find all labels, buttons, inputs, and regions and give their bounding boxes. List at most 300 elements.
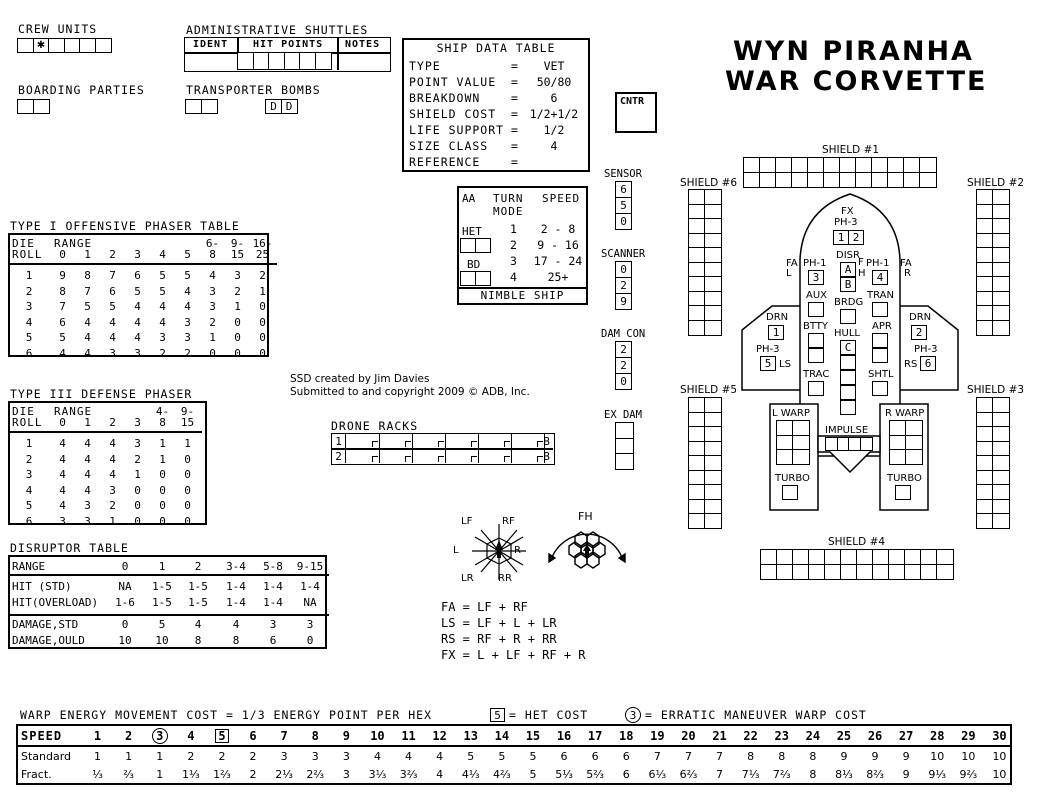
speed-value: 24 bbox=[805, 729, 821, 743]
phaser1-cell: 0 bbox=[234, 346, 241, 360]
scanner-track-box[interactable]: 2 bbox=[615, 277, 632, 294]
disruptor-damage-cell: 4 bbox=[194, 618, 202, 631]
shield-box[interactable] bbox=[759, 172, 777, 188]
shield-1-label: SHIELD #1 bbox=[822, 144, 880, 156]
disruptor-damage-cell: 5 bbox=[158, 618, 166, 631]
drone-right-box[interactable]: 2 bbox=[911, 325, 927, 340]
disruptor-damage-cell: 6 bbox=[269, 634, 277, 647]
shield-box[interactable] bbox=[976, 320, 994, 336]
arc-formula: FA = LF + RF bbox=[441, 600, 528, 614]
phaser3-cell: 6 bbox=[25, 514, 33, 528]
arc-formula: FX = L + LF + RF + R bbox=[441, 648, 586, 662]
disruptor-hit-cell: 1-4 bbox=[263, 596, 283, 609]
sensor-track-box[interactable]: 0 bbox=[615, 213, 632, 230]
boarding-parties-boxes[interactable] bbox=[17, 99, 48, 113]
ship-label-tran: TRAN bbox=[867, 290, 894, 301]
ship-data-key: LIFE SUPPORT bbox=[409, 123, 505, 137]
ship-label-rwarp: R WARP bbox=[885, 408, 925, 419]
phaser1-cell: 5 bbox=[159, 284, 166, 298]
transporter-bombs-label: TRANSPORTER BOMBS bbox=[186, 83, 321, 97]
disruptor-header-cell: 3-4 bbox=[226, 560, 246, 573]
standard-value: 1 bbox=[156, 750, 164, 763]
disruptor-damage-cell: 8 bbox=[194, 634, 202, 647]
phaser1-cell: 2 bbox=[234, 284, 241, 298]
standard-value: 6 bbox=[622, 750, 630, 763]
phaser3-table bbox=[8, 401, 207, 528]
phaser1-cell: 3 bbox=[184, 331, 191, 344]
shield-6-boxes[interactable] bbox=[688, 189, 720, 334]
phaser3-range-col: 0 bbox=[59, 416, 66, 429]
shield-box[interactable] bbox=[824, 564, 842, 580]
ship-label-trac: TRAC bbox=[803, 369, 830, 380]
right-warp-boxes[interactable] bbox=[889, 420, 921, 464]
sensor-track-box[interactable]: 5 bbox=[615, 197, 632, 214]
fract-value: 3⅓ bbox=[368, 768, 387, 781]
disruptor-hit-cell: 1-5 bbox=[152, 596, 172, 609]
speed-value: 6 bbox=[249, 729, 257, 743]
phaser1-cell: 4 bbox=[84, 315, 91, 329]
hull-box[interactable] bbox=[840, 355, 856, 370]
shield-box[interactable] bbox=[871, 172, 889, 188]
phaser1-cell: 5 bbox=[184, 269, 191, 282]
disruptor-damage-cell: 0 bbox=[306, 634, 314, 647]
scanner-track-box[interactable]: 9 bbox=[615, 293, 632, 310]
shield-box[interactable] bbox=[920, 564, 938, 580]
damcon-label: DAM CON bbox=[601, 328, 646, 340]
drone-rack-b-box[interactable]: B bbox=[543, 434, 550, 448]
cntr-box[interactable] bbox=[615, 92, 657, 133]
ship-label-ph3: PH-3 bbox=[756, 344, 780, 355]
drone-racks-label: DRONE RACKS bbox=[331, 419, 419, 433]
phaser1-cell: 4 bbox=[134, 300, 141, 313]
shield-1-boxes[interactable] bbox=[743, 157, 935, 186]
tractor-box[interactable] bbox=[808, 381, 824, 396]
phaser1-cell: 3 bbox=[209, 300, 216, 313]
phaser1-cell: 8 bbox=[84, 269, 91, 282]
het-boxes[interactable] bbox=[460, 238, 489, 252]
shield-box[interactable] bbox=[791, 172, 809, 188]
ship-label-h: H bbox=[858, 268, 866, 279]
phaser3-cell: 0 bbox=[184, 468, 191, 481]
damcon-track-box[interactable]: 2 bbox=[615, 357, 632, 374]
firing-arcs-diagram bbox=[445, 510, 660, 600]
battery-box[interactable] bbox=[808, 333, 824, 348]
phaser3-cell: 1 bbox=[25, 437, 33, 450]
phaser3-cell: 2 bbox=[109, 499, 116, 512]
disruptor-damage-cell: 3 bbox=[306, 618, 314, 631]
ship-label-fx: FX bbox=[841, 206, 854, 217]
shield-box[interactable] bbox=[919, 172, 937, 188]
damcon-track-box[interactable]: 0 bbox=[615, 373, 632, 390]
apr-box[interactable] bbox=[872, 348, 888, 363]
shield-4-boxes[interactable] bbox=[760, 549, 952, 578]
phaser3-cell: 4 bbox=[109, 437, 116, 450]
standard-value: 8 bbox=[747, 750, 755, 763]
shield-box[interactable] bbox=[855, 172, 873, 188]
turn-mode-turn-header: TURN bbox=[493, 192, 524, 205]
phaser3-cell: 4 bbox=[59, 499, 66, 512]
ph3-top-box[interactable]: 2 bbox=[848, 230, 864, 245]
fract-value: 1⅓ bbox=[182, 768, 200, 781]
ship-label-ph3: PH-3 bbox=[914, 344, 938, 355]
phaser1-cell: 4 bbox=[109, 315, 116, 329]
speed-value: 16 bbox=[556, 729, 572, 743]
standard-value: 4 bbox=[436, 750, 444, 763]
shuttle-notes-header: NOTES bbox=[345, 39, 381, 50]
phaser1-cell: 3 bbox=[234, 269, 241, 282]
speed-value: 20 bbox=[681, 729, 696, 743]
phaser3-cell: 2 bbox=[134, 452, 141, 466]
turn-mode-value: 1 bbox=[510, 222, 517, 236]
speed-value: 28 bbox=[930, 729, 945, 743]
ship-data-eq: = bbox=[511, 155, 518, 169]
scanner-track-box[interactable]: 0 bbox=[615, 261, 632, 278]
speed-value: 2 bbox=[125, 729, 133, 743]
disruptor-header-cell: 1 bbox=[158, 560, 166, 573]
credits-line2: Submitted to and copyright 2009 © ADB, Inc. bbox=[290, 386, 530, 398]
ship-label-r: R bbox=[904, 268, 911, 279]
shield-box[interactable] bbox=[992, 320, 1010, 336]
transporter-bomb-boxes[interactable] bbox=[185, 99, 216, 113]
ship-data-value: 1/2+1/2 bbox=[529, 107, 579, 121]
shield-box[interactable] bbox=[743, 172, 761, 188]
shield-box[interactable] bbox=[976, 513, 994, 529]
fract-value: 8⅓ bbox=[835, 768, 853, 781]
left-warp-boxes[interactable] bbox=[776, 420, 808, 464]
shield-box[interactable] bbox=[808, 564, 826, 580]
standard-value: 9 bbox=[840, 750, 848, 763]
phaser3-cell: 1 bbox=[134, 468, 141, 481]
standard-value: 2 bbox=[218, 750, 226, 763]
turn-mode-table bbox=[457, 186, 588, 305]
shuttle-hit-points-header: HIT POINTS bbox=[253, 39, 324, 50]
fract-value: 4⅔ bbox=[493, 768, 511, 781]
phaser1-range-col: 0 bbox=[59, 248, 66, 261]
shield-6-label: SHIELD #6 bbox=[680, 177, 738, 189]
ship-data-eq: = bbox=[511, 75, 518, 89]
phaser3-cell: 4 bbox=[59, 483, 66, 497]
phaser1-cell: 8 bbox=[59, 284, 66, 298]
standard-value: 8 bbox=[778, 750, 786, 763]
standard-value: 2 bbox=[187, 750, 195, 763]
phaser1-cell: 9 bbox=[59, 269, 66, 282]
shield-box[interactable] bbox=[776, 564, 794, 580]
sensor-track-box[interactable]: 6 bbox=[615, 181, 632, 198]
shield-box[interactable] bbox=[704, 513, 722, 529]
apr-box[interactable] bbox=[872, 333, 888, 348]
shield-box[interactable] bbox=[936, 564, 954, 580]
ship-label-rs: RS bbox=[904, 359, 918, 370]
fract-value: 6⅓ bbox=[648, 768, 667, 781]
standard-value: 10 bbox=[992, 750, 1007, 763]
phaser3-cell: 0 bbox=[159, 483, 166, 497]
drone-racks-table bbox=[331, 433, 555, 465]
phaser1-cell: 4 bbox=[84, 346, 91, 360]
phaser1-cell: 2 bbox=[184, 346, 191, 360]
turn-mode-value: 4 bbox=[510, 270, 517, 284]
speed-value: 19 bbox=[650, 729, 665, 743]
drone-rack-number: 1 bbox=[332, 434, 346, 448]
shield-box[interactable] bbox=[872, 564, 890, 580]
shield-box[interactable] bbox=[904, 564, 922, 580]
ship-label-ls: LS bbox=[779, 359, 791, 370]
shield-box[interactable] bbox=[903, 172, 921, 188]
cntr-label: CNTR bbox=[620, 96, 645, 107]
fract-value: 5⅔ bbox=[586, 768, 604, 781]
phaser1-range-top: 16- bbox=[252, 237, 273, 250]
disruptor-a-box[interactable]: A bbox=[840, 262, 856, 277]
battery-box[interactable] bbox=[808, 348, 824, 363]
shield-3-label: SHIELD #3 bbox=[967, 384, 1025, 396]
phaser1-label: TYPE I OFFENSIVE PHASER TABLE bbox=[10, 219, 240, 233]
phaser3-die-header: DIE bbox=[12, 405, 35, 418]
standard-value: 3 bbox=[311, 750, 319, 763]
erratic-speed-circle-icon bbox=[152, 728, 168, 744]
ph3-top-box[interactable]: 1 bbox=[833, 230, 849, 245]
phaser3-cell: 4 bbox=[84, 452, 91, 466]
shield-box[interactable] bbox=[888, 564, 906, 580]
ship-data-title: SHIP DATA TABLE bbox=[436, 41, 556, 55]
crew-units-boxes bbox=[17, 38, 110, 52]
ship-label-impulse: IMPULSE bbox=[825, 425, 869, 436]
fract-value: 4⅓ bbox=[461, 768, 480, 781]
ship-label-ph1: PH-1 bbox=[866, 258, 890, 269]
fract-value: ⅓ bbox=[92, 768, 103, 781]
fract-value: 5⅓ bbox=[555, 768, 573, 781]
phaser3-cell: 4 bbox=[25, 483, 33, 497]
ship-data-value: 4 bbox=[550, 139, 558, 153]
speed-value: 11 bbox=[401, 729, 416, 743]
disruptor-hit-cell: 1-4 bbox=[300, 580, 320, 593]
standard-value: 3 bbox=[280, 750, 288, 763]
warp-cost-text: WARP ENERGY MOVEMENT COST = 1/3 ENERGY POINT PER HEX bbox=[20, 708, 433, 722]
arc-rf-label: RF bbox=[502, 516, 515, 527]
crew-unit-marked-box[interactable]: ✱ bbox=[33, 38, 50, 53]
drone-rack-b-box[interactable]: B bbox=[543, 449, 550, 463]
damcon-track-box[interactable]: 2 bbox=[615, 341, 632, 358]
disruptor-b-box[interactable]: B bbox=[840, 277, 856, 292]
phaser1-cell: 4 bbox=[25, 315, 33, 329]
ship-data-key: REFERENCE bbox=[409, 155, 481, 169]
shuttle-bay-box[interactable] bbox=[872, 381, 888, 396]
ship-label-turbo: TURBO bbox=[887, 473, 922, 484]
disruptor-damage-cell: 4 bbox=[232, 618, 240, 631]
ph3-right-box[interactable]: 6 bbox=[920, 356, 936, 371]
ship-label-drn: DRN bbox=[766, 312, 789, 323]
hull-box[interactable] bbox=[840, 370, 856, 385]
phaser3-cell: 0 bbox=[134, 499, 141, 512]
speed-value: 25 bbox=[836, 729, 852, 743]
ship-label-hull: HULL bbox=[834, 328, 860, 339]
phaser1-range-top: 6- bbox=[205, 237, 220, 250]
hull-box[interactable] bbox=[840, 385, 856, 400]
fract-value: 3⅔ bbox=[399, 768, 418, 781]
ph1-right-box[interactable]: 4 bbox=[872, 270, 888, 285]
ship-data-eq: = bbox=[511, 91, 518, 105]
shield-box[interactable] bbox=[775, 172, 793, 188]
shield-box[interactable] bbox=[823, 172, 841, 188]
phaser1-range-top: 9- bbox=[230, 237, 245, 250]
phaser3-cell: 0 bbox=[184, 499, 191, 512]
phaser3-cell: 1 bbox=[159, 452, 166, 466]
shield-box[interactable] bbox=[704, 320, 722, 336]
turn-mode-aa-header: AA bbox=[462, 192, 476, 205]
fract-value: 1⅔ bbox=[213, 768, 231, 781]
fract-value: 9 bbox=[902, 768, 910, 781]
disruptor-hit-cell: 1-5 bbox=[188, 596, 208, 609]
standard-value: 5 bbox=[498, 750, 506, 763]
phaser1-cell: 5 bbox=[159, 269, 166, 282]
phaser1-table bbox=[8, 233, 273, 360]
exdam-label: EX DAM bbox=[604, 409, 642, 421]
hull-box[interactable] bbox=[840, 400, 856, 415]
disruptor-header-cell: 0 bbox=[121, 560, 129, 573]
ship-label-ph1: PH-1 bbox=[803, 258, 827, 269]
shield-5-label: SHIELD #5 bbox=[680, 384, 738, 396]
speed-value: 22 bbox=[743, 729, 758, 743]
standard-value: 8 bbox=[809, 750, 817, 763]
erratic-circle-icon: 3 bbox=[625, 707, 641, 723]
transporter-dummy-bombs[interactable]: D D bbox=[265, 99, 296, 113]
aux-box[interactable] bbox=[808, 302, 824, 317]
phaser1-cell: 3 bbox=[184, 315, 191, 329]
disruptor-hit-cell: HIT(OVERLOAD) bbox=[12, 596, 99, 609]
phaser1-range-col: 8 bbox=[209, 248, 216, 261]
phaser1-cell: 3 bbox=[25, 300, 33, 313]
standard-header: Standard bbox=[21, 750, 72, 763]
credits-line1: SSD created by Jim Davies bbox=[290, 373, 430, 385]
phaser1-cell: 5 bbox=[25, 331, 33, 344]
bridge-box[interactable] bbox=[840, 309, 856, 324]
standard-value: 7 bbox=[716, 750, 724, 763]
shield-box[interactable] bbox=[887, 172, 905, 188]
shield-box[interactable] bbox=[992, 513, 1010, 529]
ship-data-value: VET bbox=[543, 59, 565, 73]
shield-box[interactable] bbox=[839, 172, 857, 188]
disruptor-header-cell: 5-8 bbox=[263, 560, 283, 573]
bd-boxes[interactable] bbox=[460, 271, 489, 285]
phaser1-cell: 6 bbox=[134, 269, 141, 282]
phaser3-label: TYPE III DEFENSE PHASER bbox=[10, 387, 193, 401]
disruptor-hit-cell: HIT (STD) bbox=[12, 580, 72, 593]
fract-value: 6⅔ bbox=[679, 768, 698, 781]
shield-box[interactable] bbox=[760, 564, 778, 580]
phaser1-cell: 5 bbox=[59, 331, 66, 344]
shield-2-boxes[interactable] bbox=[976, 189, 1008, 334]
phaser1-cell: 1 bbox=[209, 331, 216, 344]
phaser1-cell: 1 bbox=[25, 269, 33, 282]
turbo-left-box[interactable] bbox=[782, 485, 798, 500]
fract-value: 4 bbox=[436, 768, 444, 781]
phaser3-cell: 3 bbox=[134, 437, 141, 450]
hull-c-box[interactable]: C bbox=[840, 340, 856, 355]
phaser1-die-header: DIE bbox=[12, 237, 35, 250]
shield-box[interactable] bbox=[792, 564, 810, 580]
speed-value: 10 bbox=[370, 729, 385, 743]
shield-box[interactable] bbox=[840, 564, 858, 580]
turbo-right-box[interactable] bbox=[895, 485, 911, 500]
phaser3-cell: 0 bbox=[159, 468, 166, 481]
phaser1-cell: 4 bbox=[84, 331, 91, 344]
impulse-boxes[interactable] bbox=[825, 437, 871, 450]
phaser3-range-top: 9- bbox=[180, 405, 195, 418]
shield-5-boxes[interactable] bbox=[688, 397, 720, 528]
speed-value: 29 bbox=[961, 729, 976, 743]
standard-value: 1 bbox=[94, 750, 102, 763]
shuttle-hit-point-boxes[interactable] bbox=[237, 52, 330, 69]
shield-box[interactable] bbox=[807, 172, 825, 188]
phaser3-cell: 4 bbox=[109, 468, 116, 481]
phaser1-cell: 4 bbox=[109, 331, 116, 344]
speed-value: 3 bbox=[156, 729, 164, 743]
sensor-label: SENSOR bbox=[604, 168, 642, 180]
shield-box[interactable] bbox=[856, 564, 874, 580]
arc-fh-label: FH bbox=[578, 510, 593, 523]
disruptor-hit-cell: 1-4 bbox=[226, 596, 246, 609]
phaser1-range-header: RANGE bbox=[54, 237, 93, 250]
ship-data-key: SIZE CLASS bbox=[409, 139, 489, 153]
phaser1-cell: 4 bbox=[184, 284, 191, 298]
ship-label-turbo: TURBO bbox=[775, 473, 810, 484]
phaser1-cell: 2 bbox=[25, 284, 33, 298]
phaser3-cell: 4 bbox=[84, 468, 91, 481]
drone-left-box[interactable]: 1 bbox=[768, 325, 784, 340]
turn-mode-speed: 9 - 16 bbox=[537, 238, 579, 252]
shield-box[interactable] bbox=[688, 513, 706, 529]
ship-title-line2: WAR CORVETTE bbox=[725, 66, 988, 97]
phaser1-cell: 4 bbox=[134, 315, 141, 329]
fract-value: 9⅔ bbox=[959, 768, 978, 781]
het-label: HET bbox=[462, 225, 482, 238]
standard-value: 10 bbox=[961, 750, 976, 763]
ship-label-l: L bbox=[786, 268, 792, 279]
ship-label-lwarp: L WARP bbox=[772, 408, 810, 419]
ph1-left-box[interactable]: 3 bbox=[808, 270, 824, 285]
fract-value: 10 bbox=[992, 768, 1007, 781]
ship-label-aux: AUX bbox=[806, 290, 828, 301]
phaser3-range-header: RANGE bbox=[54, 405, 93, 418]
ship-data-key: TYPE bbox=[409, 59, 441, 73]
phaser3-cell: 4 bbox=[59, 468, 66, 481]
drone-rack-number: 2 bbox=[332, 449, 346, 463]
disruptor-hit-cell: NA bbox=[118, 580, 132, 593]
speed-value: 8 bbox=[311, 729, 319, 743]
turn-mode-value: 2 bbox=[510, 238, 517, 252]
phaser3-range-col: 8 bbox=[159, 416, 166, 429]
phaser1-range-col: 3 bbox=[134, 248, 141, 261]
tran-box[interactable] bbox=[872, 302, 888, 317]
ph3-left-box[interactable]: 5 bbox=[760, 356, 776, 371]
phaser1-cell: 4 bbox=[159, 315, 166, 329]
disruptor-header-cell: RANGE bbox=[12, 560, 46, 573]
phaser3-range-top: 4- bbox=[155, 405, 170, 418]
speed-value: 7 bbox=[280, 729, 288, 743]
disruptor-header-cell: 9-15 bbox=[296, 560, 324, 573]
fract-value: 8 bbox=[809, 768, 817, 781]
shield-box[interactable] bbox=[688, 320, 706, 336]
phaser3-cell: 0 bbox=[134, 483, 141, 497]
standard-value: 5 bbox=[467, 750, 475, 763]
speed-chart bbox=[16, 724, 1012, 785]
arc-formula: RS = RF + R + RR bbox=[441, 632, 557, 646]
shield-3-boxes[interactable] bbox=[976, 397, 1008, 528]
ship-data-value: 1/2 bbox=[543, 123, 565, 137]
phaser3-cell: 3 bbox=[59, 514, 66, 528]
fract-header: Fract. bbox=[21, 768, 52, 781]
phaser1-cell: 7 bbox=[109, 269, 116, 282]
speed-value: 27 bbox=[898, 729, 914, 743]
exdam-track[interactable] bbox=[615, 422, 632, 469]
